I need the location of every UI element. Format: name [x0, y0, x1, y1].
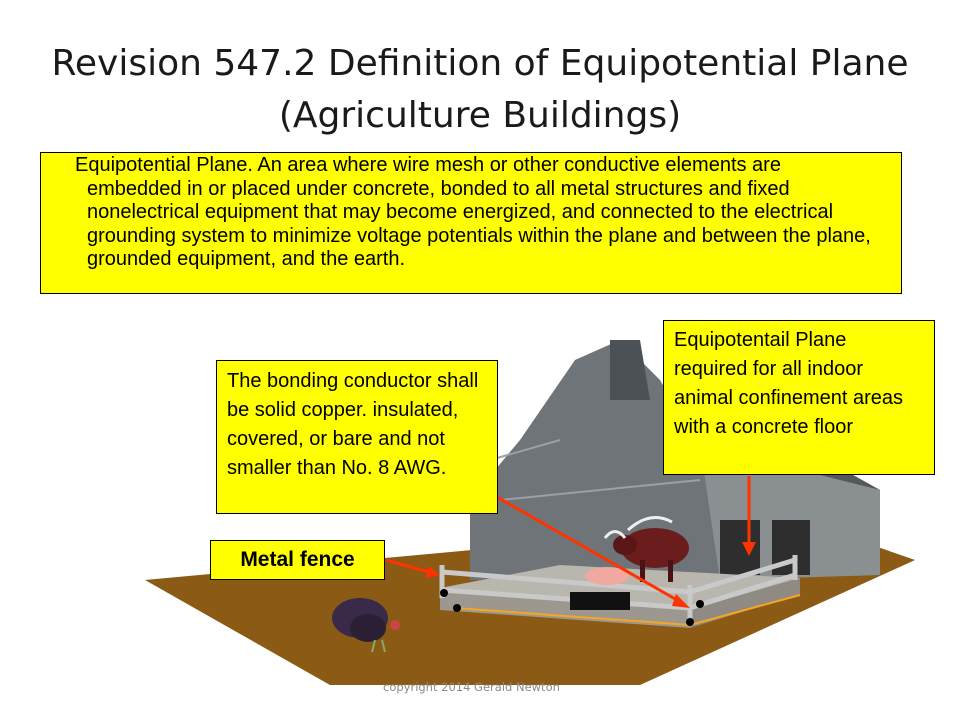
bonding-conductor-callout: The bonding conductor shall be solid copper. insulated, covered, or bare and not smaller than No. 8 AWG.	[216, 360, 498, 514]
bond-point	[453, 604, 461, 612]
bond-point	[686, 618, 694, 626]
title-line-1: Revision 547.2 Definition of Equipotential Plane	[51, 43, 909, 84]
page-title	[0, 38, 960, 142]
metal-fence-callout: Metal fence	[210, 540, 385, 580]
bond-point	[440, 589, 448, 597]
copyright-notice: copyright 2014 Gerald Newton	[383, 680, 560, 694]
title-line-2: (Agriculture Buildings)	[278, 95, 682, 136]
bond-point	[696, 600, 704, 608]
definition-box: Equipotential Plane. An area where wire mesh or other conductive elements are embedded in or placed under concrete, bonded to all metal structures and fixed nonelectrical equipment that may become energized, and connected to the electrical grounding system to minimize voltage potentials within the plane and between the plane, grounded equipment, and the earth.	[40, 152, 902, 294]
equipotential-plane-callout: Equipotentail Plane required for all indoor animal confinement areas with a concrete floor	[663, 320, 935, 475]
